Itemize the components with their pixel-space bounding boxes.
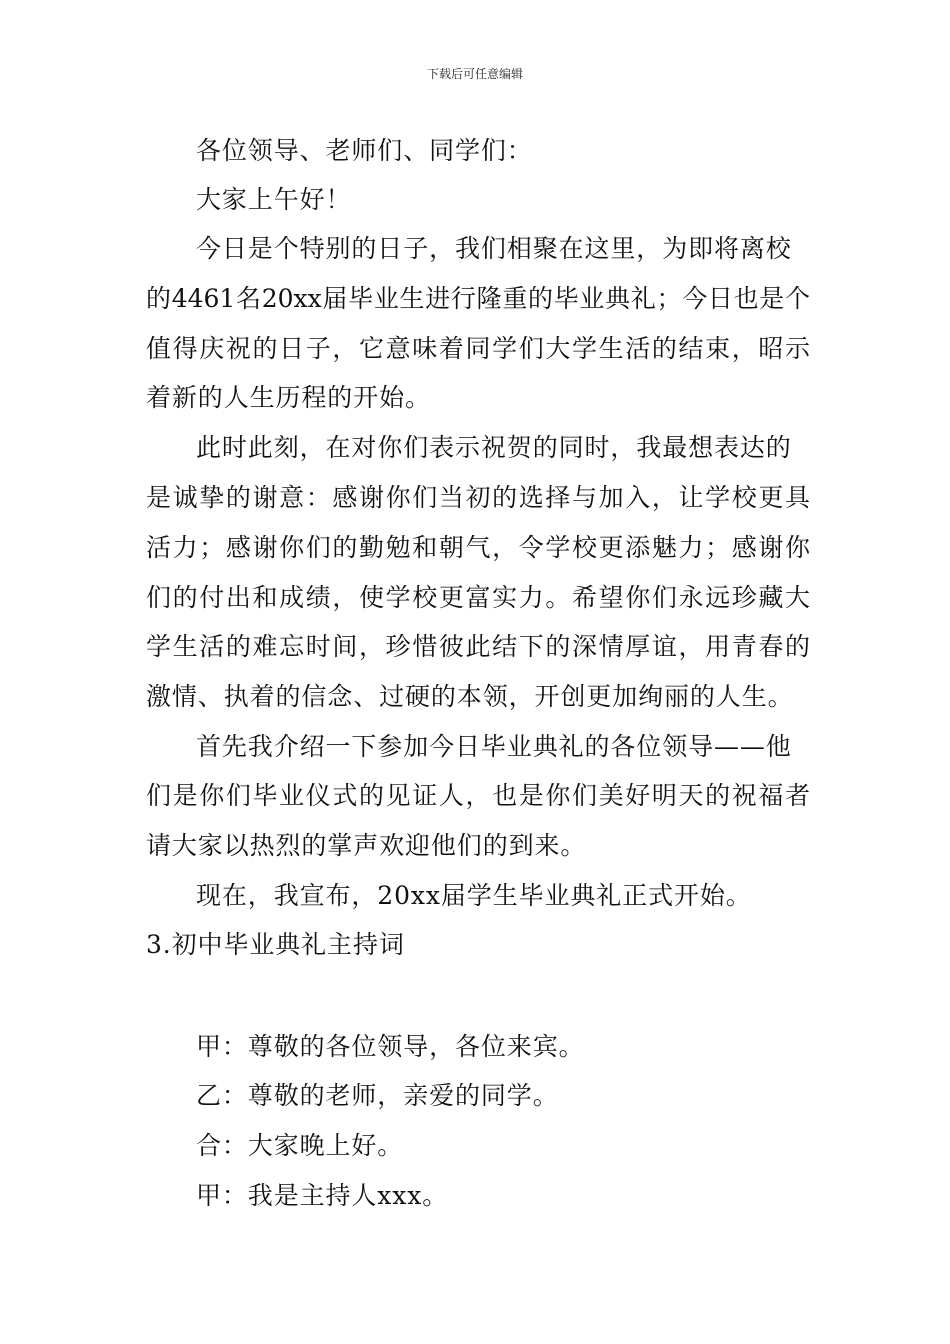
section-heading: 3.初中毕业典礼主持词: [146, 930, 405, 959]
dialogue-line: 甲：尊敬的各位领导，各位来宾。: [196, 1032, 585, 1061]
paragraph-line: 们的付出和成绩，使学校更富实力。希望你们永远珍藏大: [146, 583, 810, 612]
paragraph-line: 学生活的难忘时间，珍惜彼此结下的深情厚谊，用青春的: [146, 632, 810, 661]
paragraph-line: 的4461名20xx届毕业生进行隆重的毕业典礼；今日也是个: [146, 284, 810, 313]
paragraph-line: 现在，我宣布，20xx届学生毕业典礼正式开始。: [196, 881, 752, 910]
paragraph-line: 首先我介绍一下参加今日毕业典礼的各位领导——他: [196, 732, 792, 761]
paragraph-line: 今日是个特别的日子，我们相聚在这里，为即将离校: [196, 234, 792, 263]
salutation-line: 各位领导、老师们、同学们：: [196, 136, 533, 165]
paragraph-line: 活力；感谢你们的勤勉和朝气，令学校更添魅力；感谢你: [146, 533, 810, 562]
dialogue-line: 乙：尊敬的老师，亲爱的同学。: [196, 1081, 559, 1110]
paragraph-line: 激情、执着的信念、过硬的本领，开创更加绚丽的人生。: [146, 682, 794, 711]
header-note: 下载后可任意编辑: [426, 67, 523, 81]
paragraph-line: 着新的人生历程的开始。: [146, 383, 431, 412]
dialogue-line: 甲：我是主持人xxx。: [196, 1181, 449, 1210]
paragraph-line: 值得庆祝的日子，它意味着同学们大学生活的结束，昭示: [146, 334, 810, 363]
paragraph-line: 请大家以热烈的掌声欢迎他们的到来。: [146, 831, 587, 860]
paragraph-line: 们是你们毕业仪式的见证人，也是你们美好明天的祝福者: [146, 781, 810, 810]
paragraph-line: 是诚挚的谢意：感谢你们当初的选择与加入，让学校更具: [146, 483, 810, 512]
paragraph-line: 此时此刻，在对你们表示祝贺的同时，我最想表达的: [196, 433, 792, 462]
greeting-line: 大家上午好！: [196, 185, 352, 214]
dialogue-line: 合：大家晚上好。: [196, 1131, 404, 1160]
